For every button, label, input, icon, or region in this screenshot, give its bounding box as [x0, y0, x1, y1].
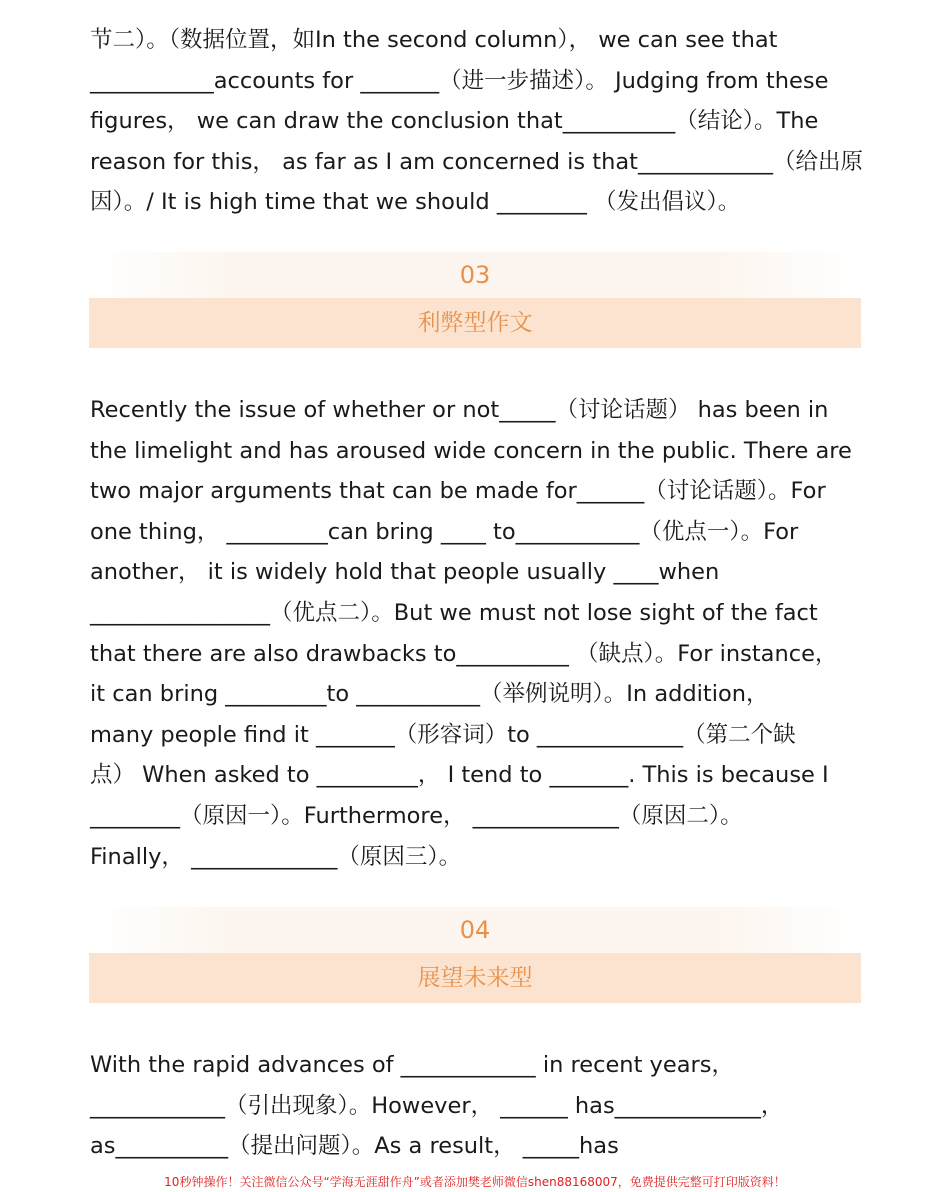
text-line: Recently the issue of whether or not_____（讨论话题） has been in — [90, 397, 829, 423]
section-header-04 — [89, 907, 861, 1003]
text-line: ________________（优点二）。But we must not lose sight of the fact — [90, 599, 818, 626]
paragraph-pros-cons-template — [90, 390, 870, 877]
paragraph-future-outlook-template — [90, 1045, 870, 1167]
text-line: With the rapid advances of ____________ in recent years， — [90, 1052, 734, 1078]
text-line: ____________（引出现象）。However， ______ has_____________， — [90, 1092, 784, 1119]
promo-footer: 10秒钟操作！关注微信公众号“学海无涯甜作舟”或者添加樊老师微信shen88168007，免费提供完整可打印版资料！ — [164, 1175, 786, 1189]
text-line: that there are also drawbacks to__________ （缺点）。For instance， — [90, 640, 838, 667]
text-line: as__________（提出问题）。As a result， _____has — [90, 1133, 619, 1160]
text-line: 节二）。（数据位置，如In the second column）， we can see that — [90, 27, 778, 53]
text-line: it can bring _________to ___________（举例说明）。In addition， — [90, 681, 769, 708]
section-number: 04 — [89, 907, 861, 953]
text-line: figures， we can draw the conclusion that__________（结论）。The — [90, 108, 819, 135]
text-line: 点） When asked to _________， I tend to _______. This is because I — [90, 762, 829, 789]
paragraph-intro-continuation — [90, 20, 870, 223]
section-header-03 — [89, 252, 861, 348]
section-number: 03 — [89, 252, 861, 298]
text-line: another， it is widely hold that people usually ____when — [90, 559, 720, 586]
section-title: 展望未来型 — [89, 953, 861, 1003]
text-line: reason for this， as far as I am concerned is that____________（给出原 — [90, 148, 863, 175]
section-title: 利弊型作文 — [89, 298, 861, 348]
text-line: ________（原因一）。Furthermore， _____________（原因二）。 — [90, 802, 743, 829]
text-line: two major arguments that can be made for______（讨论话题）。For — [90, 478, 826, 505]
text-line: ___________accounts for _______（进一步描述）。 Judging from these — [90, 67, 829, 94]
text-line: many people find it _______（形容词）to _____________（第二个缺 — [90, 721, 796, 748]
text-line: Finally， _____________（原因三）。 — [90, 843, 462, 870]
text-line: 因）。/ It is high time that we should ________ （发出倡议）。 — [90, 189, 741, 216]
text-line: one thing， _________can bring ____ to___________（优点一）。For — [90, 518, 799, 545]
text-line: the limelight and has aroused wide concern in the public. There are — [90, 437, 852, 464]
